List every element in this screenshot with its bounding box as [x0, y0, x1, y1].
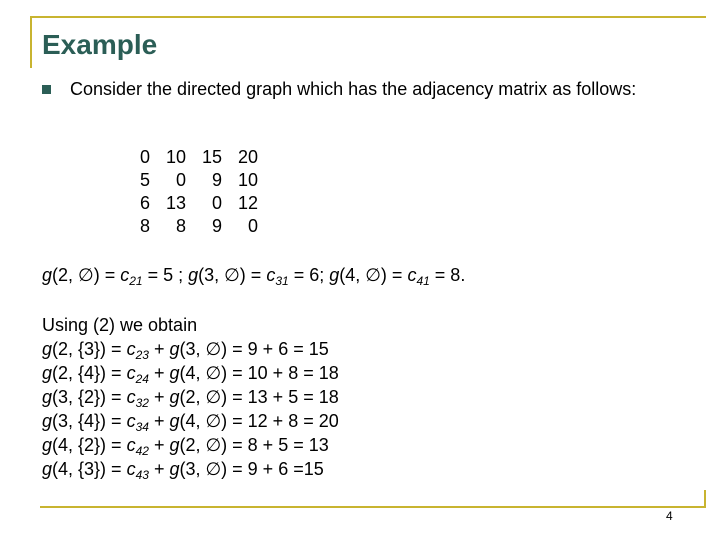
frame-right-rule — [704, 490, 706, 508]
frame-top-rule — [30, 16, 706, 18]
matrix-cell: 9 — [211, 170, 222, 190]
matrix-cell: 0 — [247, 216, 258, 236]
steps-intro: Using (2) we obtain — [42, 315, 198, 335]
square-bullet-icon — [42, 85, 51, 94]
adjacency-matrix — [126, 146, 258, 238]
equation-line: g(3, $\{2\}) = c_{32} + g(2$, ∅) = 13 + 5 = 18 — [42, 387, 339, 410]
matrix-cell: 0 — [139, 147, 150, 167]
matrix-cell: 0 — [175, 170, 186, 190]
slide-title: Example — [42, 29, 158, 60]
matrix-cell: 9 — [211, 216, 222, 236]
matrix-cell: 15 — [201, 147, 222, 167]
equation-line: g(2, $\{4\}) = c_{24} + g(4$, ∅) = 10 + 8 = 18 — [42, 363, 339, 386]
equation-line: g(3, $\{4\}) = c_{34} + g(4$, ∅) = 12 + 8 = 20 — [42, 411, 339, 434]
initial-values-line — [42, 264, 465, 287]
matrix-cell: 8 — [175, 216, 186, 236]
init-term: g(4, ∅) = $c_{41} = 8$. — [329, 265, 466, 288]
matrix-cell: 10 — [237, 170, 258, 190]
matrix-row — [126, 192, 258, 215]
matrix-cell: 13 — [165, 193, 186, 213]
page-number: 4 — [666, 509, 673, 523]
equation-line: g(2, $\{3\}) = c_{23} + g(3$, ∅) = 9 + 6 = 15 — [42, 339, 329, 362]
frame-bottom-rule — [40, 506, 706, 508]
matrix-cell: 5 — [139, 170, 150, 190]
init-term: g(3, ∅) = $c_{31} = 6$; — [188, 265, 330, 288]
init-term: g(2, ∅) = $c_{21} = 5$ ; — [42, 265, 189, 288]
intro-text: Consider the directed graph which has the adjacency matrix as follows: — [70, 79, 637, 99]
equation-line: g(4, $\{2\}) = c_{42} + g(2$, ∅) = 8 + 5 = 13 — [42, 435, 329, 458]
frame-left-rule — [30, 16, 32, 68]
matrix-row — [126, 215, 258, 238]
matrix-row — [126, 169, 258, 192]
matrix-cell: 12 — [237, 193, 258, 213]
matrix-cell: 6 — [139, 193, 150, 213]
equation-line: g(4, $\{3\}) = c_{43} + g(3$, ∅) = 9 + 6 =15 — [42, 459, 324, 482]
matrix-row — [126, 146, 258, 169]
matrix-cell: 0 — [211, 193, 222, 213]
matrix-cell: 20 — [237, 147, 258, 167]
derivation-steps — [42, 313, 339, 481]
matrix-cell: 8 — [139, 216, 150, 236]
matrix-cell: 10 — [165, 147, 186, 167]
